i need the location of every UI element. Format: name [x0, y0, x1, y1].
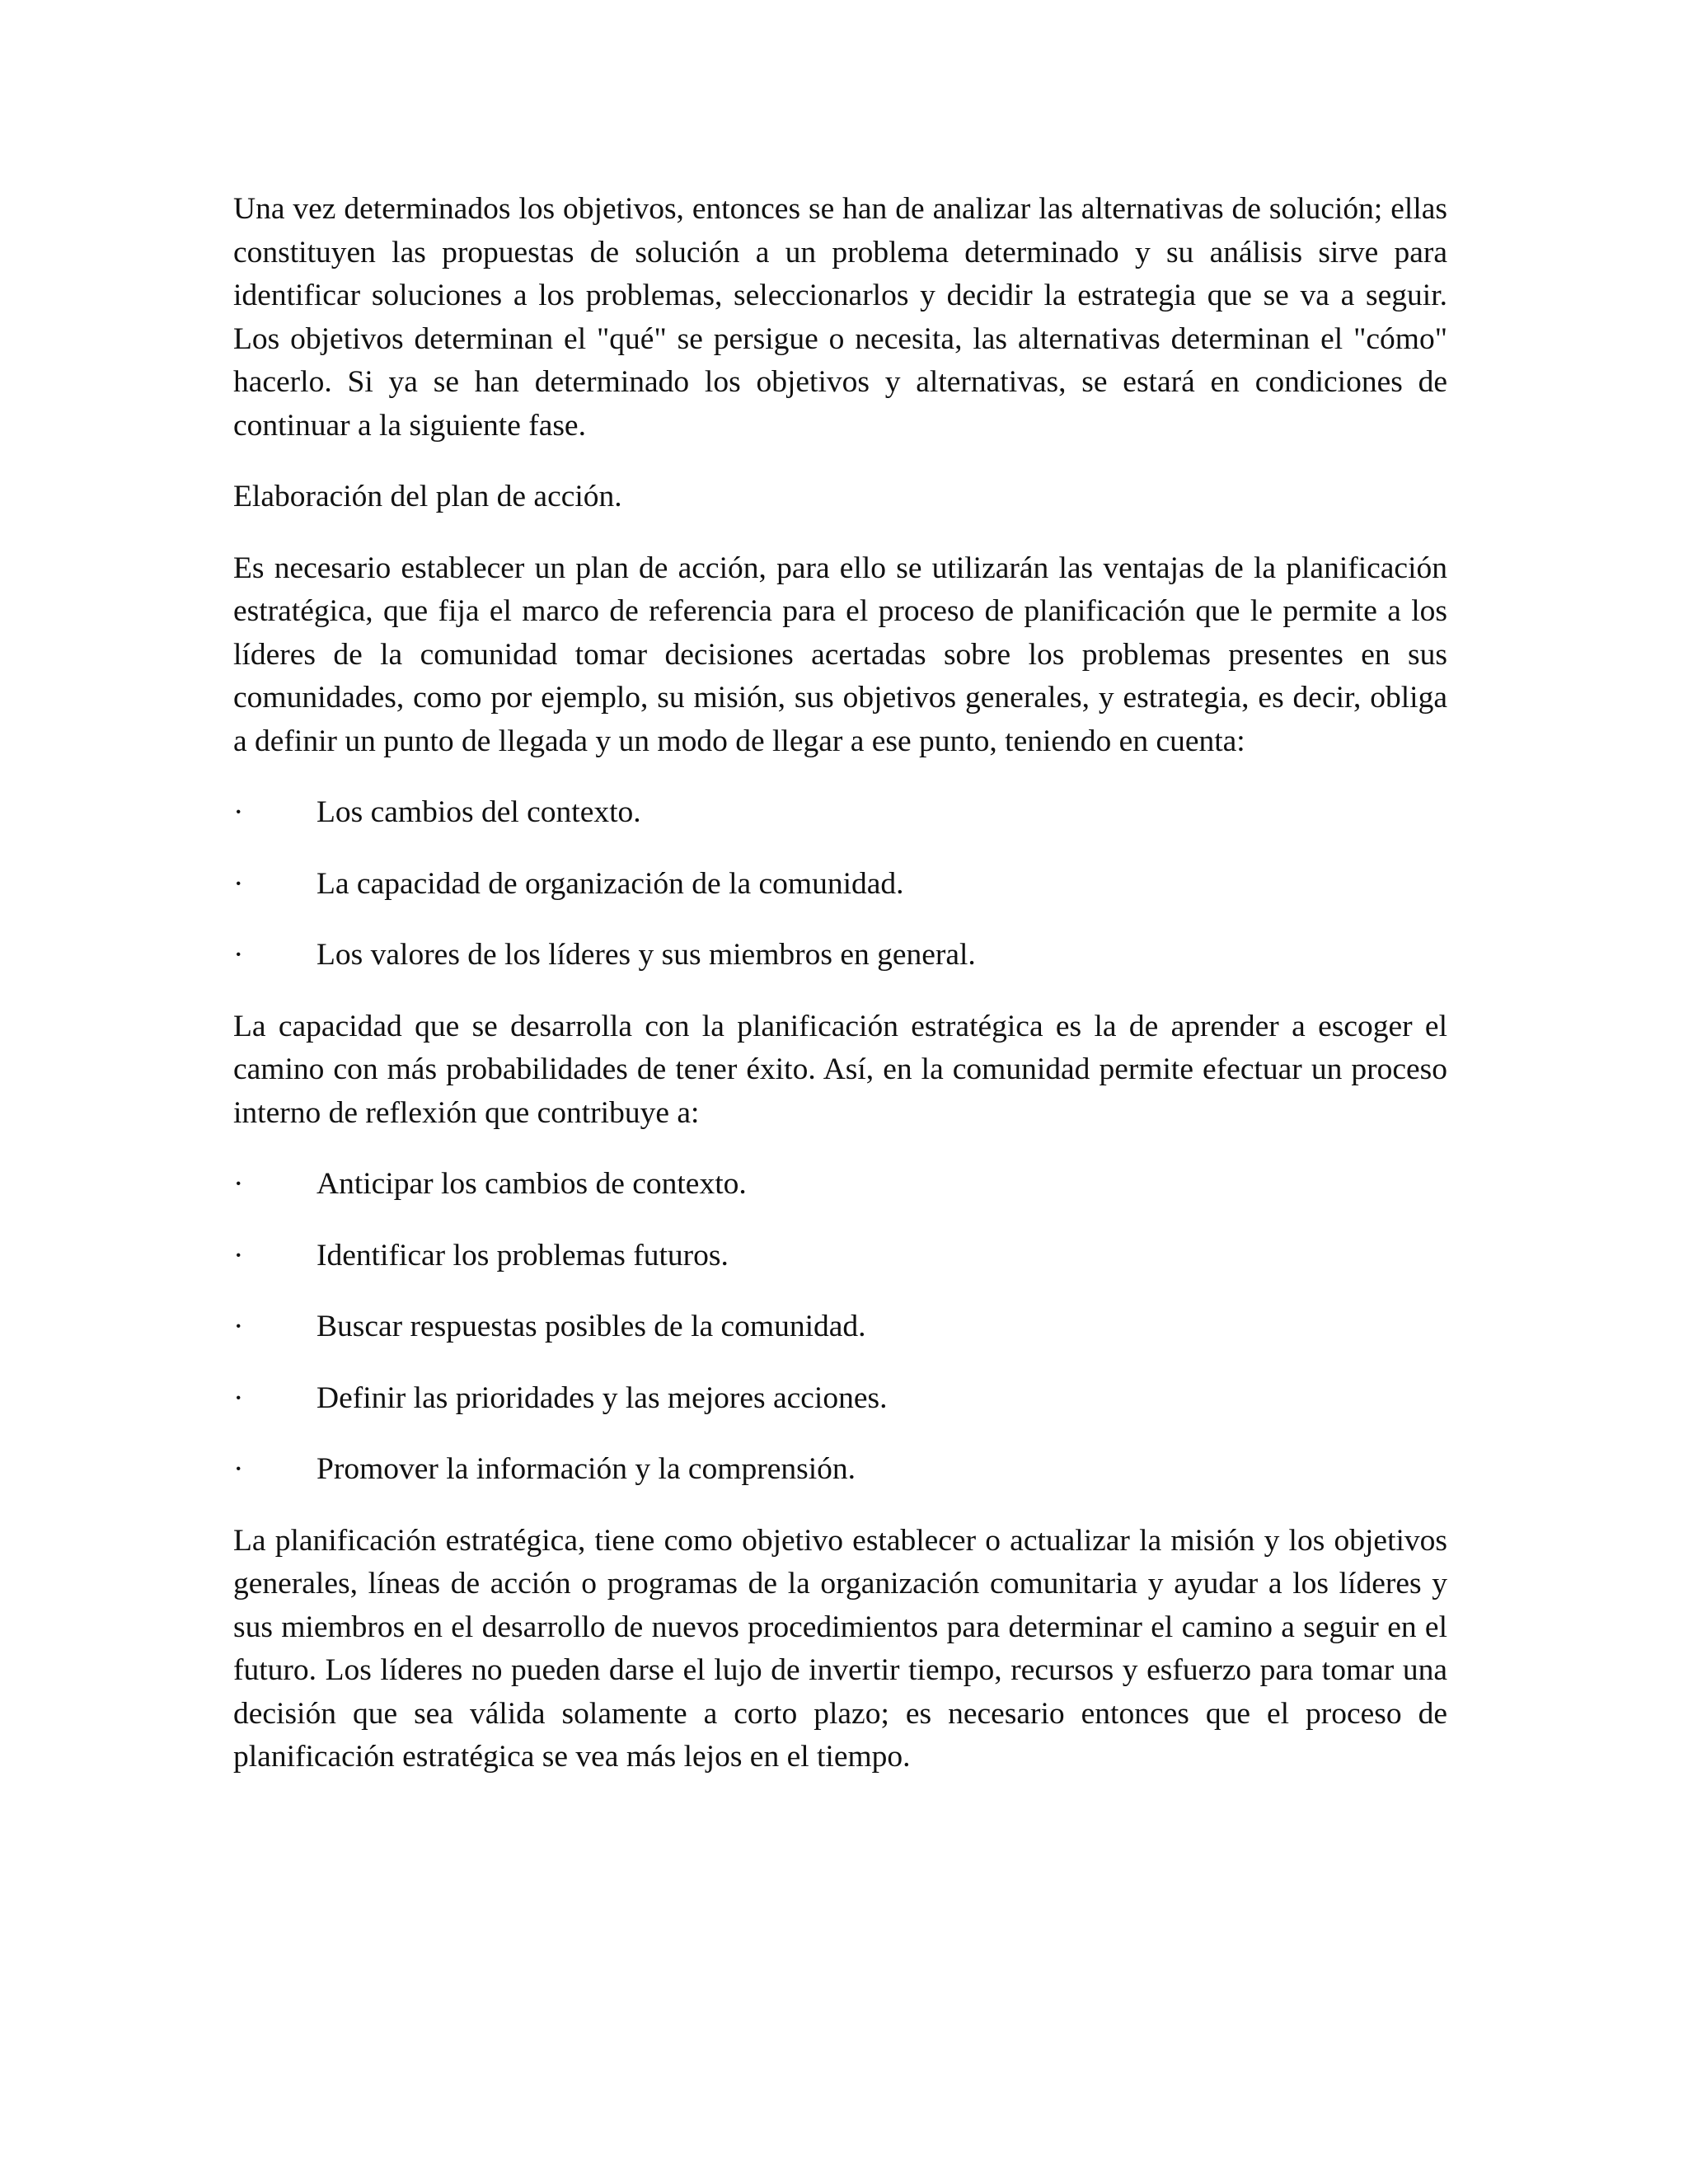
- bullet-icon: ·: [233, 1380, 244, 1415]
- list-item-text: Anticipar los cambios de contexto.: [316, 1167, 747, 1201]
- bullet-icon: ·: [233, 938, 244, 972]
- bullet-icon: ·: [233, 1167, 244, 1201]
- bullet-icon: ·: [233, 1452, 244, 1486]
- list-item-text: Promover la información y la comprensión.: [316, 1452, 856, 1486]
- list-item-text: Los valores de los líderes y sus miembros en general.: [316, 938, 976, 972]
- list-item: [233, 934, 1447, 977]
- list-item: [233, 1305, 1447, 1349]
- list-item-text: Los cambios del contexto.: [316, 795, 641, 829]
- list-item: [233, 1163, 1447, 1207]
- list-item: [233, 1377, 1447, 1421]
- paragraph-strategic-planning: La planificación estratégica, tiene como objetivo establecer o actualizar la misión y los objetivos generales, líneas de acción o programas de la organización comunitaria y ayudar a los líderes y sus miembros en el desarrollo de nuevos procedimientos para determinar el camino a seguir en el futuro. Los líderes no pueden darse el lujo de invertir tiempo, recursos y esfuerzo para tomar una decisión que sea válida solamente a corto plazo; es necesario entonces que el proceso de planificación estratégica se vea más lejos en el tiempo.: [233, 1523, 1447, 1774]
- bullet-list-context: [233, 791, 1447, 977]
- bullet-icon: ·: [233, 866, 244, 901]
- list-item-text: La capacidad de organización de la comunidad.: [316, 866, 904, 901]
- list-item-text: Definir las prioridades y las mejores acciones.: [316, 1380, 888, 1415]
- bullet-list-reflection: [233, 1163, 1447, 1492]
- list-item: [233, 863, 1447, 907]
- section-heading: Elaboración del plan de acción.: [233, 480, 622, 513]
- bullet-icon: ·: [233, 795, 244, 829]
- list-item: [233, 1448, 1447, 1492]
- list-item-text: Buscar respuestas posibles de la comunidad.: [316, 1310, 866, 1343]
- paragraph-action-plan: Es necesario establecer un plan de acción, para ello se utilizarán las ventajas de la planificación estratégica, que fija el marco de referencia para el proceso de planificación que le permite a los líderes de la comunidad tomar decisiones acertadas sobre los problemas presentes en sus comunidades, como por ejemplo, su misión, sus objetivos generales, y estrategia, es decir, obliga a definir un punto de llegada y un modo de llegar a ese punto, teniendo en cuenta:: [233, 551, 1447, 758]
- bullet-icon: ·: [233, 1310, 244, 1343]
- bullet-icon: ·: [233, 1238, 244, 1272]
- list-item: [233, 791, 1447, 835]
- paragraph-alternatives: Una vez determinados los objetivos, entonces se han de analizar las alternativas de solución; ellas constituyen las propuestas de solución a un problema determinado y su análisis sirve para identificar soluciones a los problemas, seleccionarlos y decidir la estrategia que se va a seguir. Los objetivos determinan el "qué" se persigue o necesita, las alternativas determinan el "cómo" hacerlo. Si ya se han determinado los objetivos y alternativas, se estará en condiciones de continuar a la siguiente fase.: [233, 192, 1447, 443]
- list-item-text: Identificar los problemas futuros.: [316, 1238, 729, 1272]
- document-page: [233, 188, 1447, 1807]
- paragraph-capacity: La capacidad que se desarrolla con la planificación estratégica es la de aprender a escoger el camino con más probabilidades de tener éxito. Así, en la comunidad permite efectuar un proceso interno de reflexión que contribuye a:: [233, 1009, 1447, 1130]
- list-item: [233, 1235, 1447, 1278]
